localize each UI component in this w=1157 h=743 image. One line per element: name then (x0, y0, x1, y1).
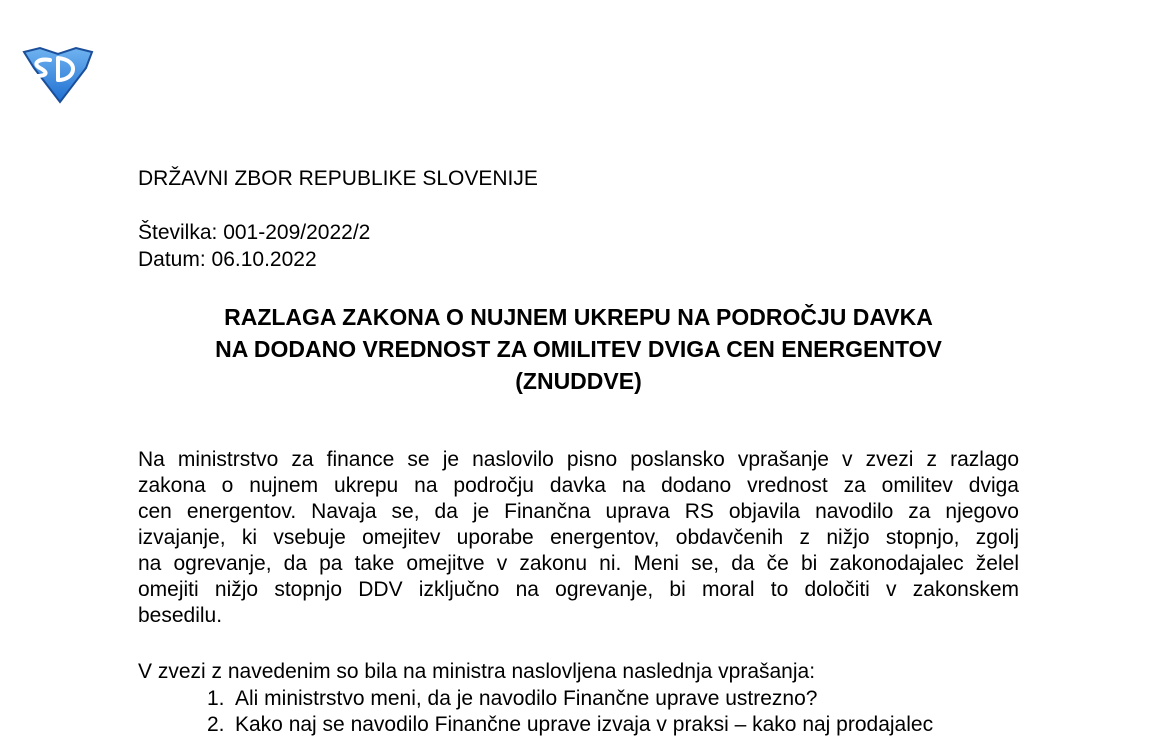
institution-name: DRŽAVNI ZBOR REPUBLIKE SLOVENIJE (138, 167, 538, 190)
question-text: Ali ministrstvo meni, da je navodilo Finančne uprave ustrezno? (235, 687, 818, 710)
question-item (207, 686, 1019, 712)
question-item (207, 712, 1019, 738)
questions-intro: V zvezi z navedenim so bila na ministra naslovljena naslednja vprašanja: (138, 660, 816, 683)
paragraph-line: besedilu. (138, 604, 223, 627)
paragraph-line: Na ministrstvo za finance se je naslovilo pisno poslansko vprašanje v zvezi z razlago (138, 448, 1019, 471)
document-date: Datum: 06.10.2022 (138, 248, 317, 271)
body-paragraph (138, 447, 1019, 629)
paragraph-line: izvajanje, ki vsebuje omejitev uporabe energentov, obdavčenih z nižjo stopnjo, zgolj (138, 526, 1019, 549)
title-line: RAZLAGA ZAKONA O NUJNEM UKREPU NA PODROČJU DAVKA (224, 304, 933, 330)
question-text: Kako naj se navodilo Finančne uprave izvaja v praksi – kako naj prodajalec (235, 713, 934, 736)
paragraph-line: omejiti nižjo stopnjo DDV izključno na ogrevanje, bi moral to določiti v zakonskem (138, 578, 1019, 601)
questions-list (207, 686, 1019, 738)
question-number: 1. (207, 687, 225, 710)
logo-emblem (20, 46, 96, 104)
paragraph-line: zakona o nujnem ukrepu na področju davka na dodano vrednost za omilitev dviga (138, 474, 1019, 497)
question-number: 2. (207, 713, 225, 736)
paragraph-line: na ogrevanje, da pa take omejitve v zakonu ni. Meni se, da če bi zakonodajalec želel (138, 552, 1019, 575)
document-title (138, 301, 1019, 397)
title-line: (ZNUDDVE) (515, 368, 642, 394)
document-number: Številka: 001-209/2022/2 (138, 221, 371, 244)
title-line: NA DODANO VREDNOST ZA OMILITEV DVIGA CEN ENERGENTOV (215, 336, 942, 362)
paragraph-line: cen energentov. Navaja se, da je Finančna uprava RS objavila navodilo za njegovo (138, 500, 1019, 523)
